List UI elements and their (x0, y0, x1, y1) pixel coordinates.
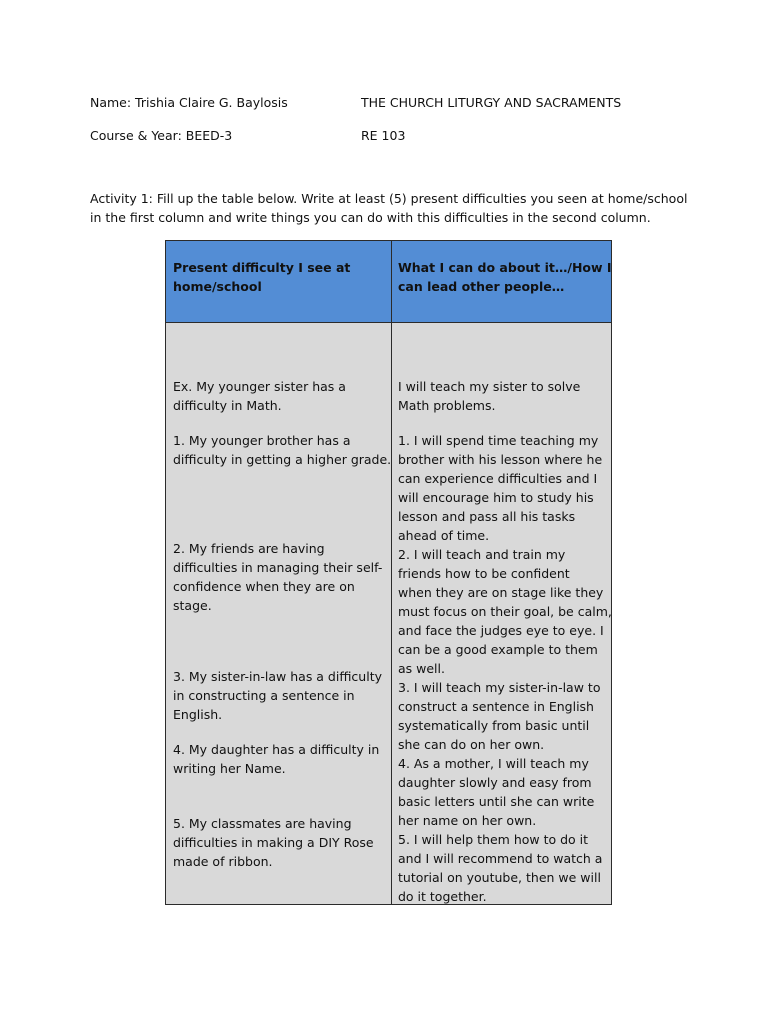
action-2 (398, 545, 612, 678)
entry-line: she can do on her own. (398, 737, 545, 752)
entry-line: in constructing a sentence in (173, 688, 355, 703)
entry-line: difficulties in making a DIY Rose (173, 835, 374, 850)
action-example (398, 377, 580, 415)
action-3 (398, 678, 600, 754)
header-line: home/school (173, 279, 262, 294)
course-year: Course & Year: BEED-3 (90, 128, 233, 143)
entry-line: 5. I will help them how to do it (398, 832, 589, 847)
entry-line: Ex. My younger sister has a (173, 379, 346, 394)
column-header-difficulty (173, 258, 350, 296)
action-4 (398, 754, 594, 830)
entry-line: 1. I will spend time teaching my (398, 433, 599, 448)
entry-line: tutorial on youtube, then we will (398, 870, 601, 885)
entry-line: 1. My younger brother has a (173, 433, 351, 448)
difficulty-4 (173, 740, 379, 778)
header-line: What I can do about it…/How I (398, 260, 612, 275)
action-5 (398, 830, 602, 906)
instructions-line: Activity 1: Fill up the table below. Write at least (5) present difficulties you seen at home/school (90, 191, 688, 206)
difficulty-1 (173, 431, 391, 469)
entry-line: must focus on their goal, be calm, (398, 604, 612, 619)
difficulty-5 (173, 814, 374, 871)
course-code: RE 103 (361, 128, 406, 143)
entry-line: lesson and pass all his tasks (398, 509, 576, 524)
entry-line: difficulty in Math. (173, 398, 282, 413)
action-1 (398, 431, 602, 545)
subject-title: THE CHURCH LITURGY AND SACRAMENTS (361, 95, 622, 110)
entry-line: her name on her own. (398, 813, 537, 828)
entry-line: 4. My daughter has a difficulty in (173, 742, 380, 757)
entry-line: ahead of time. (398, 528, 490, 543)
column-divider (391, 241, 392, 904)
entry-line: 5. My classmates are having (173, 816, 352, 831)
entry-line: when they are on stage like they (398, 585, 604, 600)
entry-line: 3. I will teach my sister-in-law to (398, 680, 601, 695)
entry-line: 3. My sister-in-law has a difficulty (173, 669, 382, 684)
difficulty-example (173, 377, 346, 415)
entry-line: can experience difficulties and I (398, 471, 598, 486)
entry-line: construct a sentence in English (398, 699, 594, 714)
entry-line: do it together. (398, 889, 487, 904)
activity-instructions (90, 190, 690, 227)
entry-line: daughter slowly and easy from (398, 775, 592, 790)
entry-line: and I will recommend to watch a (398, 851, 603, 866)
entry-line: difficulties in managing their self- (173, 560, 383, 575)
header-line: Present difficulty I see at (173, 260, 351, 275)
entry-line: 2. I will teach and train my (398, 547, 566, 562)
entry-line: made of ribbon. (173, 854, 273, 869)
difficulty-2 (173, 539, 382, 615)
entry-line: and face the judges eye to eye. I (398, 623, 604, 638)
entry-line: brother with his lesson where he (398, 452, 603, 467)
entry-line: 2. My friends are having (173, 541, 325, 556)
entry-line: 4. As a mother, I will teach my (398, 756, 589, 771)
entry-line: as well. (398, 661, 445, 676)
difficulty-3 (173, 667, 382, 724)
student-name: Name: Trishia Claire G. Baylosis (90, 95, 288, 110)
entry-line: difficulty in getting a higher grade. (173, 452, 392, 467)
entry-line: writing her Name. (173, 761, 286, 776)
activity-table (165, 240, 612, 905)
entry-line: stage. (173, 598, 212, 613)
entry-line: will encourage him to study his (398, 490, 594, 505)
entry-line: confidence when they are on (173, 579, 355, 594)
entry-line: friends how to be confident (398, 566, 570, 581)
entry-line: English. (173, 707, 223, 722)
entry-line: systematically from basic until (398, 718, 590, 733)
entry-line: can be a good example to them (398, 642, 598, 657)
column-header-action (398, 258, 612, 296)
header-line: can lead other people… (398, 279, 565, 294)
entry-line: I will teach my sister to solve (398, 379, 581, 394)
entry-line: Math problems. (398, 398, 496, 413)
entry-line: basic letters until she can write (398, 794, 595, 809)
instructions-line: in the first column and write things you can do with this difficulties in the second column. (90, 209, 651, 225)
